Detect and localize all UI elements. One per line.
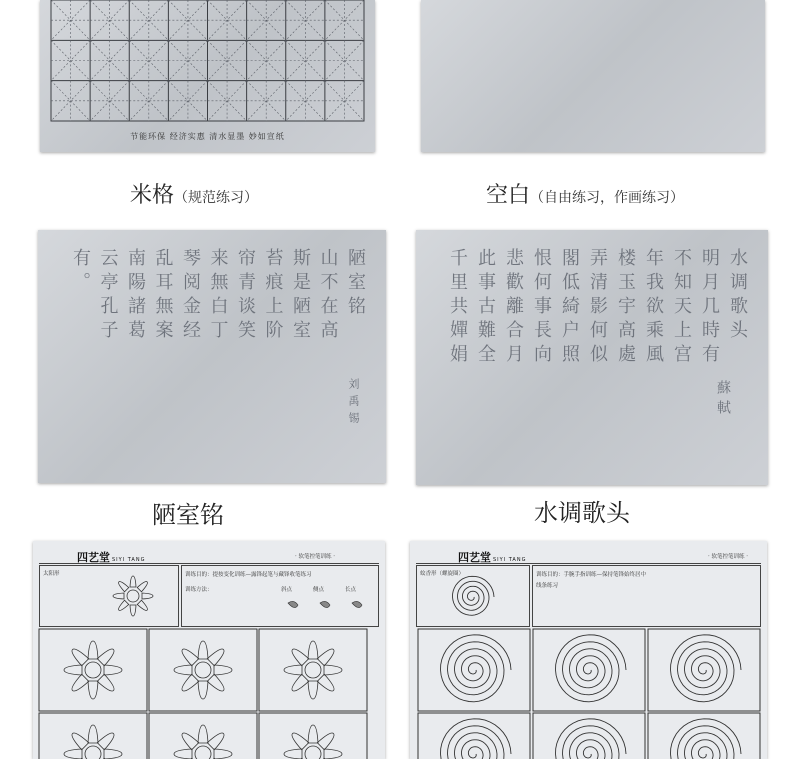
shuidiao-column: 悲歡離合月 <box>503 248 524 368</box>
loushi-author: 刘禹锡 <box>347 378 360 429</box>
sheet1-drawings <box>33 541 385 759</box>
sheet2-drawings <box>410 541 767 759</box>
shuidiao-author: 蘇軾 <box>715 380 731 420</box>
mige-caption-sub: （规范练习） <box>174 190 259 206</box>
loushi-column: 苔痕上阶 <box>262 248 284 344</box>
sheet2-label: 蚊香形（螺旋圈） <box>420 571 465 577</box>
loushi-column: 帘青谈笑 <box>235 248 256 344</box>
sheet2-title: · 软笔控笔训练 · <box>708 554 748 560</box>
shuidiao-column: 弄清影何似 <box>587 248 608 368</box>
sun-practice-grid <box>39 629 367 759</box>
mige-grid <box>50 0 365 122</box>
sheet2-logo-text: 四艺堂 <box>458 551 491 564</box>
shuidiao-column: 明月几時有 <box>699 248 720 368</box>
loushi-column: 山不在高 <box>317 248 339 344</box>
loushi-sample <box>38 230 386 483</box>
loushi-column: 南陽諸葛 <box>125 248 146 344</box>
mige-caption <box>130 178 258 209</box>
loushi-caption-text: 陋室铭 <box>152 501 224 529</box>
mige-footer-text: 节能环保 经济实惠 清水显墨 妙如宣纸 <box>130 132 285 141</box>
sheet1-label: 太阳形 <box>43 571 60 577</box>
shuidiao-column: 水调歌头 <box>727 248 748 344</box>
shuidiao-caption <box>534 493 630 528</box>
shuidiao-column: 此事古難全 <box>475 248 496 368</box>
blank-caption-main: 空白 <box>486 183 531 208</box>
shuidiao-caption-text: 水调歌头 <box>534 499 630 527</box>
shuidiao-column: 恨何事長向 <box>531 248 552 368</box>
blank-caption <box>486 178 684 209</box>
sheet1-method: 训练方法： <box>185 587 213 593</box>
sheet1-goal: 训练目的：提按变化训练—露锋起笔与藏锋收笔练习 <box>185 572 312 578</box>
sheet1-logo-en: SIYI TANG <box>112 557 146 563</box>
sun-sample-icon <box>113 576 153 616</box>
sheet1-stroke-3: 长点 <box>345 587 357 593</box>
shuidiao-column: 閣低綺户照 <box>559 248 580 368</box>
sheet1-logo-text: 四艺堂 <box>77 551 110 564</box>
shuidiao-column: 千里共嬋娟 <box>447 248 468 368</box>
loushi-column: 有。 <box>70 248 91 296</box>
shuidiao-sample <box>416 230 768 485</box>
practice-sheet-sun <box>33 541 385 759</box>
sheet2-logo-en: SIYI TANG <box>493 557 527 563</box>
loushi-column: 来無白丁 <box>207 248 229 344</box>
stroke-samples-icon <box>288 601 362 607</box>
shuidiao-column: 年我欲乘風 <box>643 248 664 368</box>
sheet1-stroke-1: 斜点 <box>281 587 293 593</box>
spiral-practice-grid <box>418 576 760 759</box>
loushi-column: 乱耳無案 <box>152 248 174 344</box>
loushi-caption <box>152 495 224 530</box>
sheet1-stroke-2: 侧点 <box>313 587 325 593</box>
practice-sheet-spiral <box>410 541 767 759</box>
shuidiao-column: 不知天上宫 <box>671 248 692 368</box>
loushi-column: 斯是陋室 <box>290 248 311 344</box>
sheet2-subtitle: 线条练习 <box>536 583 559 589</box>
sheet2-goal: 训练目的：手腕手指训练—保持笔锋始终居中 <box>536 572 647 578</box>
mige-grid-sample <box>40 0 375 152</box>
loushi-column: 云亭孔子 <box>97 248 119 344</box>
shuidiao-column: 楼玉宇高處 <box>615 248 636 368</box>
blank-caption-sub: （自由练习，作画练习） <box>530 190 685 206</box>
mige-caption-main: 米格 <box>130 183 175 208</box>
loushi-column: 琴阅金经 <box>180 248 201 344</box>
sheet1-title: · 软笔控笔训练 · <box>295 554 335 560</box>
blank-sheet-sample <box>421 0 765 152</box>
loushi-column: 陋室铭 <box>345 248 366 320</box>
